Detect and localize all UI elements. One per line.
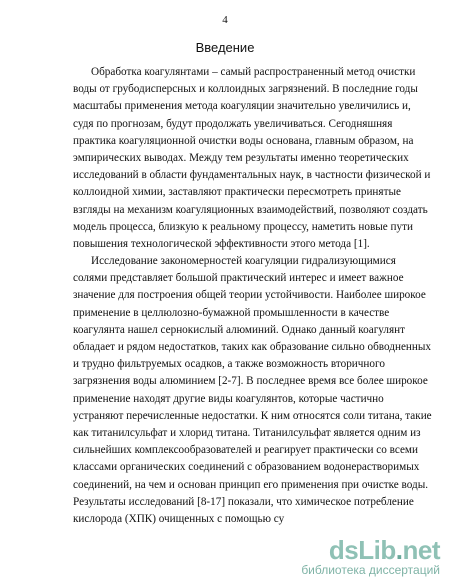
section-heading: Введение [195, 40, 255, 55]
text-line: обладает и рядом недостатков, таких как образование сильно обводненных [73, 341, 432, 353]
watermark-logo-tld: net [402, 535, 440, 565]
text-line: воды от грубодисперсных и коллоидных загрязнений. В последние годы [73, 83, 418, 96]
text-line: взгляды на механизм коагуляционных взаимодействий, позволяют создать [73, 203, 428, 216]
text-line: солями представляет большой практический интерес и имеет важное [73, 272, 404, 285]
text-line: кислорода (ХПК) очищенных с помощью су [73, 512, 285, 525]
text-line: повышения технологической эффективности этого метода [1]. [73, 237, 370, 250]
watermark-logo-main: dsLib [328, 535, 396, 565]
text-line: Результаты исследований [8-17] показали, что химическое потребление [73, 495, 414, 508]
document-body [73, 64, 432, 528]
text-line: коллоидной химии, заставляют практически пересмотреть принятые [73, 186, 401, 199]
watermark-subtitle: библиотека диссертаций [301, 563, 440, 577]
watermark-logo-text [301, 537, 440, 563]
text-line: и трудно фильтруемых осадков, а также возможность вторичного [73, 358, 385, 371]
text-line: применение находят другие виды коагулянтов, которые частично [73, 392, 384, 405]
text-line: сильнейших комплексообразователей и реагирует практически со всеми [73, 444, 418, 457]
text-line: как титанилсульфат и хлорид титана. Титанилсульфат является одним из [73, 426, 421, 439]
text-line: классами органических соединений с образованием водонерастворимых [73, 461, 420, 474]
text-line: соединений, на чем и основан принцип его применения при очистке воды. [73, 478, 429, 491]
text-line: применение в целлюлозно-бумажной промышленности в качестве [73, 306, 390, 319]
text-line: Обработка коагулянтами – самый распространенный метод очистки [91, 66, 416, 78]
text-line: загрязнения воды алюминием [2-7]. В последнее время все более широкое [73, 375, 428, 388]
text-line: модель процесса, близкую к реальному процессу, наметить новые пути [73, 220, 413, 233]
page-number: 4 [222, 14, 228, 26]
watermark-logo-dot: . [395, 535, 403, 565]
text-line: практика коагуляционной очистки воды основана, главным образом, на [73, 134, 414, 147]
text-line: коагулянта нашел сернокислый алюминий. Однако данный коагулянт [73, 323, 406, 336]
text-line: значение для построения общей теории устойчивости. Наиболее широкое [73, 289, 426, 302]
text-line: исследований в области фундаментальных наук, в частности физической и [73, 169, 431, 182]
text-line: устраняют перечисленные недостатки. К ним относятся соли титана, такие [73, 409, 432, 422]
text-line: эмпирических выводах. Между тем результаты именно теоретических [73, 151, 409, 164]
text-line: Исследование закономерностей коагуляции гидрализующимися [91, 255, 396, 268]
watermark-logo [301, 537, 440, 576]
text-line: судя по прогнозам, будут продолжать увеличиваться. Сегодняшняя [73, 117, 393, 130]
text-line: масштабы применения метода коагуляции значительно увеличились и, [73, 100, 411, 113]
